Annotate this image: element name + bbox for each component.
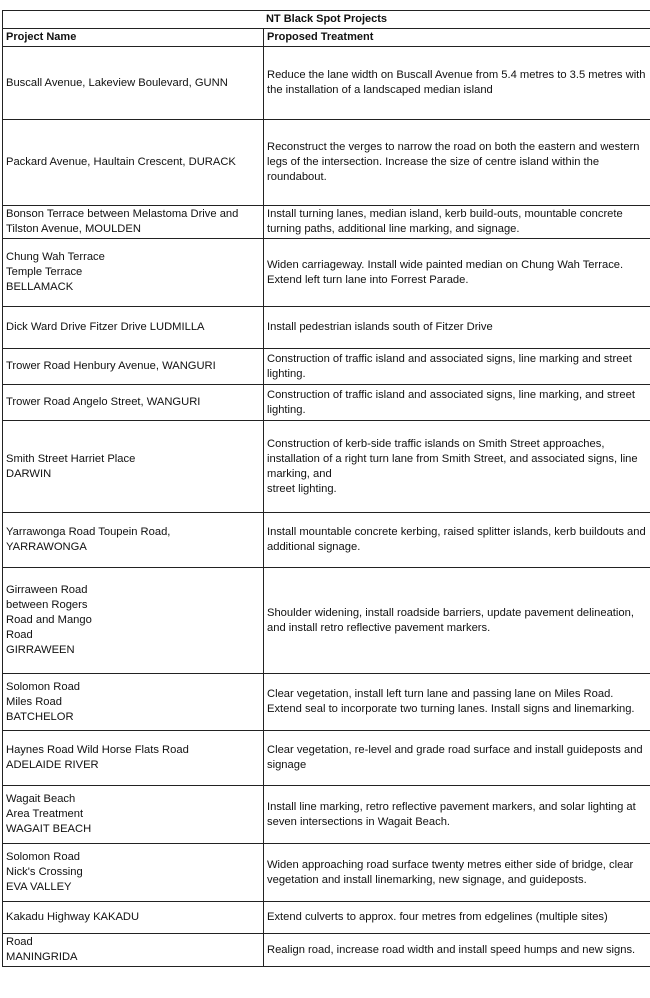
proposed-treatment-cell: Widen approaching road surface twenty metres either side of bridge, clear vegetation and install linemarking, new signage, and guideposts. <box>264 844 650 902</box>
table-row <box>3 47 650 120</box>
proposed-treatment-cell: Install line marking, retro reflective pavement markers, and solar lighting at seven intersections in Wagait Beach. <box>264 786 650 844</box>
project-name-cell: Haynes Road Wild Horse Flats Road ADELAIDE RIVER <box>3 731 264 786</box>
table-row <box>3 349 650 385</box>
project-name-cell: Wagait Beach Area Treatment WAGAIT BEACH <box>3 786 264 844</box>
table-row <box>3 385 650 421</box>
proposed-treatment-cell: Install mountable concrete kerbing, raised splitter islands, kerb buildouts and additional signage. <box>264 513 650 568</box>
header-row <box>3 29 650 47</box>
table-row <box>3 120 650 206</box>
project-name-cell: Kakadu Highway KAKADU <box>3 902 264 934</box>
project-name-cell: Packard Avenue, Haultain Crescent, DURACK <box>3 120 264 206</box>
proposed-treatment-cell: Construction of kerb-side traffic islands on Smith Street approaches, installation of a right turn lane from Smith Street, and associated signs, line marking, and street lighting. <box>264 421 650 513</box>
column-header-project-name: Project Name <box>3 29 264 47</box>
table-title: NT Black Spot Projects <box>3 11 650 29</box>
proposed-treatment-cell: Shoulder widening, install roadside barriers, update pavement delineation, and install retro reflective pavement markers. <box>264 568 650 674</box>
project-name-cell: Smith Street Harriet Place DARWIN <box>3 421 264 513</box>
project-name-cell: Trower Road Angelo Street, WANGURI <box>3 385 264 421</box>
proposed-treatment-cell: Construction of traffic island and associated signs, line marking and street lighting. <box>264 349 650 385</box>
project-name-cell: Solomon Road Miles Road BATCHELOR <box>3 674 264 731</box>
column-header-proposed-treatment: Proposed Treatment <box>264 29 650 47</box>
table-row <box>3 902 650 934</box>
proposed-treatment-cell: Install pedestrian islands south of Fitzer Drive <box>264 307 650 349</box>
table-row <box>3 674 650 731</box>
proposed-treatment-cell: Clear vegetation, install left turn lane and passing lane on Miles Road. Extend seal to incorporate two turning lanes. Install signs and linemarking. <box>264 674 650 731</box>
project-name-cell: Trower Road Henbury Avenue, WANGURI <box>3 349 264 385</box>
proposed-treatment-cell: Construction of traffic island and associated signs, line marking, and street lighting. <box>264 385 650 421</box>
table-row <box>3 239 650 307</box>
proposed-treatment-cell: Reconstruct the verges to narrow the road on both the eastern and western legs of the intersection. Increase the size of centre island within the roundabout. <box>264 120 650 206</box>
project-name-cell: Dick Ward Drive Fitzer Drive LUDMILLA <box>3 307 264 349</box>
table-row <box>3 206 650 239</box>
table-row <box>3 421 650 513</box>
table-row <box>3 513 650 568</box>
project-name-cell: Chung Wah Terrace Temple Terrace BELLAMACK <box>3 239 264 307</box>
proposed-treatment-cell: Install turning lanes, median island, kerb build-outs, mountable concrete turning paths, additional line marking, and signage. <box>264 206 650 239</box>
table-row <box>3 934 650 967</box>
project-name-cell: Buscall Avenue, Lakeview Boulevard, GUNN <box>3 47 264 120</box>
table-row <box>3 786 650 844</box>
project-name-cell: Road MANINGRIDA <box>3 934 264 967</box>
table-row <box>3 307 650 349</box>
proposed-treatment-cell: Widen carriageway. Install wide painted median on Chung Wah Terrace. Extend left turn lane into Forrest Parade. <box>264 239 650 307</box>
project-name-cell: Solomon Road Nick's Crossing EVA VALLEY <box>3 844 264 902</box>
title-row <box>3 11 650 29</box>
black-spot-projects-table <box>2 10 650 967</box>
proposed-treatment-cell: Clear vegetation, re-level and grade road surface and install guideposts and signage <box>264 731 650 786</box>
table-row <box>3 844 650 902</box>
project-name-cell: Bonson Terrace between Melastoma Drive and Tilston Avenue, MOULDEN <box>3 206 264 239</box>
table-row <box>3 568 650 674</box>
proposed-treatment-cell: Extend culverts to approx. four metres from edgelines (multiple sites) <box>264 902 650 934</box>
proposed-treatment-cell: Realign road, increase road width and install speed humps and new signs. <box>264 934 650 967</box>
table-row <box>3 731 650 786</box>
proposed-treatment-cell: Reduce the lane width on Buscall Avenue from 5.4 metres to 3.5 metres with the installation of a landscaped median island <box>264 47 650 120</box>
project-name-cell: Girraween Road between Rogers Road and Mango Road GIRRAWEEN <box>3 568 264 674</box>
project-name-cell: Yarrawonga Road Toupein Road, YARRAWONGA <box>3 513 264 568</box>
